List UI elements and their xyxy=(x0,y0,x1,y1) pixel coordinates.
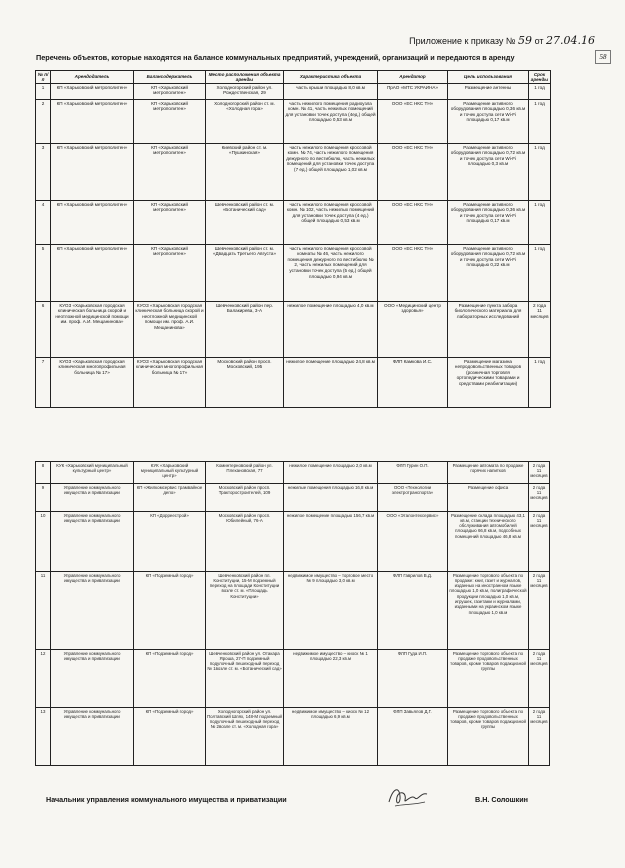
header-cell: Балансодержатель xyxy=(134,71,206,84)
table-row xyxy=(36,572,550,650)
table-row xyxy=(36,650,550,708)
term-cell: 1 год xyxy=(529,201,551,245)
term-cell: 2 года 11 месяцев xyxy=(529,572,550,650)
holder-cell: КП «Харьковский метрополитен» xyxy=(134,100,206,144)
row-number-cell: 12 xyxy=(36,650,51,708)
holder-cell: КУОЗ «Харьковская городская клиническая больница скорой и неотложной медицинской помощи им. проф. А.И. Мещанинова» xyxy=(134,302,206,358)
location-cell: Шевченковский район ст. м. «Ботанический сад» xyxy=(206,201,284,245)
table-row xyxy=(36,462,550,484)
tenant-cell: ФЛП Камкова И.С. xyxy=(378,358,448,408)
date-prefix: от xyxy=(534,36,544,46)
location-cell: Киевский район ст. м. «Пушкинская» xyxy=(206,144,284,201)
description-cell: нежилое помещение площадью 4,0 кв.м xyxy=(284,302,378,358)
tenant-cell: ООО «ЕС НКС ТН» xyxy=(378,245,448,302)
purpose-cell: Размещение торгового объекта по продаже: книг, газет и журналов, изданных на иностранном языке площадью 1,0 кв.м, полиграфической продукции площадью 1,0 кв.м, игрушек, газетами и журналами, изданными на украинском языке площадью 1,0 кв.м xyxy=(448,572,529,650)
tenant-cell: ФЛП Гаврилов В.Д. xyxy=(378,572,448,650)
tenant-cell: ООО «Эталонтехсервис» xyxy=(378,512,448,572)
description-cell: часть нежилого помещения кроссовой комн. № 74, часть нежилого помещения дежурного по вестибюлю, часть нежилых помещений для установки точек доступа (7 ед.) общей площадью 1,02 кв.м xyxy=(284,144,378,201)
header-cell: Место расположения объекта аренды xyxy=(206,71,284,84)
signature-image xyxy=(385,782,431,810)
table-row xyxy=(36,245,551,302)
lessor-cell: Управление коммунального имущества и приватизации xyxy=(51,572,134,650)
tenant-cell: ООО «ЕС НКС ТН» xyxy=(378,144,448,201)
holder-cell: КП «Дорреестрой» xyxy=(134,512,206,572)
tenant-cell: ПрАО «МТС УКРАИНА» xyxy=(378,84,448,100)
table-header-row xyxy=(36,71,551,84)
purpose-cell: Размещение офиса xyxy=(448,484,529,512)
holder-cell: КП «Харьковский метрополитен» xyxy=(134,84,206,100)
description-cell: нежилые помещения площадью 16,8 кв.м xyxy=(284,484,378,512)
lessor-cell: КП «Харьковский метрополитен» xyxy=(51,144,134,201)
description-cell: часть нежилого помещения радиоузла комн. № 41, часть нежилых помещений для установки точек доступа (4ед.) общей площадью 0,53 кв.м xyxy=(284,100,378,144)
table-row xyxy=(36,100,551,144)
header-cell: Характеристика объекта xyxy=(284,71,378,84)
purpose-cell: Размещение магазина непродовольственных товаров (розничная торговля ортопедическими товарами и средствами реабилитации) xyxy=(448,358,529,408)
header-cell: Срок аренды xyxy=(529,71,551,84)
header-cell: Арендатор xyxy=(378,71,448,84)
row-number-cell: 3 xyxy=(36,144,51,201)
holder-cell: КП «Подземный город» xyxy=(134,572,206,650)
row-number-cell: 10 xyxy=(36,512,51,572)
lessor-cell: Управление коммунального имущества и приватизации xyxy=(51,512,134,572)
appendix-line xyxy=(409,34,595,47)
header-cell: Цель использования xyxy=(448,71,529,84)
description-cell: недвижимое имущество – торговое место № 9 площадью 3,0 кв.м xyxy=(284,572,378,650)
table-row xyxy=(36,708,550,766)
row-number-cell: 2 xyxy=(36,100,51,144)
term-cell: 2 года 11 месяцев xyxy=(529,302,551,358)
order-date: 27.04.16 xyxy=(546,34,595,47)
term-cell: 2 года 11 месяцев xyxy=(529,512,550,572)
description-cell: часть нежилого помещения кроссовой комнаты № 46, часть нежилого помещения дежурного по вестибюлю № 2, часть нежилых помещений для установки точек доступа (5 ед.) общей площадью 0,94 кв.м xyxy=(284,245,378,302)
lessor-cell: Управление коммунального имущества и приватизации xyxy=(51,650,134,708)
term-cell: 2 года 11 месяцев xyxy=(529,462,550,484)
page-mark: 58 xyxy=(595,50,611,64)
purpose-cell: Размещение активного оборудования площадью 0,36 кв.м и точек доступа сети Wi-Fi площадью 0,17 кв.м xyxy=(448,100,529,144)
description-cell: недвижимое имущество – киоск № 12 площадью 6,9 кв.м xyxy=(284,708,378,766)
purpose-cell: Размещение пункта забора биологического материала для лабораторных исследований xyxy=(448,302,529,358)
tenant-cell: ООО «Технологии электротранспорта» xyxy=(378,484,448,512)
holder-cell: КП «Подземный город» xyxy=(134,708,206,766)
lessor-cell: КП «Харьковский метрополитен» xyxy=(51,84,134,100)
lessor-cell: КУК «Харьковский муниципальный культурный центр» xyxy=(51,462,134,484)
lessor-cell: КУОЗ «Харьковская городская клиническая многопрофильная больница № 17» xyxy=(51,358,134,408)
table-row xyxy=(36,358,551,408)
holder-cell: КП «Харьковский метрополитен» xyxy=(134,245,206,302)
holder-cell: КП «Харьковский метрополитен» xyxy=(134,144,206,201)
location-cell: Шевченковский район ст. м. «Двадцать Третьего Августа» xyxy=(206,245,284,302)
purpose-cell: Размещение склада площадью 43,1 кв.м, станции технического обслуживания автомобилей площадью 66,8 кв.м, подсобных помещений площадью 46,8 кв.м xyxy=(448,512,529,572)
term-cell: 1 год xyxy=(529,144,551,201)
description-cell: недвижимое имущество – киоск № 1 площадью 22,3 кв.м xyxy=(284,650,378,708)
holder-cell: КП «Подземный город» xyxy=(134,650,206,708)
location-cell: Коминтерновский район ул. Плехановская, 77 xyxy=(206,462,284,484)
row-number-cell: 8 xyxy=(36,462,51,484)
purpose-cell: Размещение антенны xyxy=(448,84,529,100)
tenant-cell: ООО «ЕС НКС ТН» xyxy=(378,100,448,144)
location-cell: Шевченковский район пер. Балакирева, 3-А xyxy=(206,302,284,358)
row-number-cell: 11 xyxy=(36,572,51,650)
header-cell: № п/п xyxy=(36,71,51,84)
row-number-cell: 5 xyxy=(36,245,51,302)
location-cell: Московский район просп. Тракторостроителей, 109 xyxy=(206,484,284,512)
purpose-cell: Размещение торгового объекта по продаже продовольственных товаров, кроме товаров подакцизной группы xyxy=(448,708,529,766)
term-cell: 1 год xyxy=(529,100,551,144)
purpose-cell: Размещение активного оборудования площадью 0,72 кв.м и точек доступа сети Wi-Fi площадью 0,22 кв.м xyxy=(448,245,529,302)
location-cell: Холодногорский район ул. Полтавский Шлях, 148-М подземный подулочный пешеходный переход № 2возле ст. м. «Холодная гора» xyxy=(206,708,284,766)
purpose-cell: Размещение торгового объекта по продаже продовольственных товаров, кроме товаров подакцизной группы xyxy=(448,650,529,708)
description-cell: нежилое помещение площадью 24,8 кв.м xyxy=(284,358,378,408)
location-cell: Холодногорский район ст. м. «Холодная гора» xyxy=(206,100,284,144)
row-number-cell: 7 xyxy=(36,358,51,408)
tenant-cell: ФЛП Гурин О.П. xyxy=(378,462,448,484)
term-cell: 2 года 11 месяцев xyxy=(529,708,550,766)
location-cell: Холодногорский район ул. Рождественская, 29 xyxy=(206,84,284,100)
description-cell: часть крыши площадью 8,0 кв.м xyxy=(284,84,378,100)
objects-table-1 xyxy=(35,70,551,408)
row-number-cell: 4 xyxy=(36,201,51,245)
objects-table-2 xyxy=(35,461,550,766)
table-row xyxy=(36,302,551,358)
header-cell: Арендодатель xyxy=(51,71,134,84)
purpose-cell: Размещение активного оборудования площадью 0,72 кв.м и точек доступа сети Wi-Fi площадью 0,3 кв.м xyxy=(448,144,529,201)
tenant-cell: ФЛП Гуда И.П. xyxy=(378,650,448,708)
document-title: Перечень объектов, которые находятся на балансе коммунальных предприятий, учреждений, организаций и передаются в аренду xyxy=(36,53,515,62)
location-cell: Московский район просп. Юбилейный, 76-А xyxy=(206,512,284,572)
table-row xyxy=(36,201,551,245)
description-cell: нежилое помещение площадью 156,7 кв.м xyxy=(284,512,378,572)
term-cell: 1 год xyxy=(529,358,551,408)
holder-cell: КП «Харьковский метрополитен» xyxy=(134,201,206,245)
lessor-cell: КП «Харьковский метрополитен» xyxy=(51,245,134,302)
location-cell: Московский район просп. Московский, 195 xyxy=(206,358,284,408)
lessor-cell: КП «Харьковский метрополитен» xyxy=(51,201,134,245)
lessor-cell: КП «Харьковский метрополитен» xyxy=(51,100,134,144)
description-cell: часть нежилого помещения кроссовой комн. № 102, часть нежилых помещений для установки точек доступа (4 ед.) общей площадью 0,53 кв.м xyxy=(284,201,378,245)
tenant-cell: ООО «ЕС НКС ТН» xyxy=(378,201,448,245)
purpose-cell: Размещение автомата по продаже горячих напитков xyxy=(448,462,529,484)
signatory-name: В.Н. Солошкин xyxy=(475,795,528,804)
location-cell: Шевченковский район пл. Конституции, 15-М подземный переход на площади Конституции возле ст. м. «Площадь Конституции» xyxy=(206,572,284,650)
row-number-cell: 9 xyxy=(36,484,51,512)
term-cell: 1 год xyxy=(529,84,551,100)
row-number-cell: 1 xyxy=(36,84,51,100)
term-cell: 2 года 11 месяцев xyxy=(529,650,550,708)
table-row xyxy=(36,512,550,572)
holder-cell: КУОЗ «Харьковская городская клиническая многопрофильная больница № 17» xyxy=(134,358,206,408)
row-number-cell: 6 xyxy=(36,302,51,358)
order-number: 59 xyxy=(518,34,533,47)
term-cell: 2 года 11 месяцев xyxy=(529,484,550,512)
holder-cell: КП «Жилкомсервис трамвайное депо» xyxy=(134,484,206,512)
appendix-prefix: Приложение к приказу № xyxy=(409,36,516,46)
table-row xyxy=(36,144,551,201)
table-row xyxy=(36,484,550,512)
purpose-cell: Размещение активного оборудования площадью 0,36 кв.м и точек доступа сети Wi-Fi площадью 0,17 кв.м xyxy=(448,201,529,245)
location-cell: Шевченковский район ул. Отакара Яроша, 27-П подземный подулочный пешеходный переход № 1возле ст. м. «Ботанический сад» xyxy=(206,650,284,708)
lessor-cell: КУОЗ «Харьковская городская клиническая больница скорой и неотложной медицинской помощи им. проф. А.И. Мещанинова» xyxy=(51,302,134,358)
lessor-cell: Управление коммунального имущества и приватизации xyxy=(51,708,134,766)
signatory-position: Начальник управления коммунального имущества и приватизации xyxy=(46,795,287,804)
tenant-cell: ФЛП Завьялов Д.Г. xyxy=(378,708,448,766)
term-cell: 1 год xyxy=(529,245,551,302)
row-number-cell: 13 xyxy=(36,708,51,766)
tenant-cell: ООО «Медицинский центр здоровья» xyxy=(378,302,448,358)
description-cell: нежилое помещение площадью 2,0 кв.м xyxy=(284,462,378,484)
holder-cell: КУК «Харьковский муниципальный культурный центр» xyxy=(134,462,206,484)
lessor-cell: Управление коммунального имущества и приватизации xyxy=(51,484,134,512)
table-row xyxy=(36,84,551,100)
